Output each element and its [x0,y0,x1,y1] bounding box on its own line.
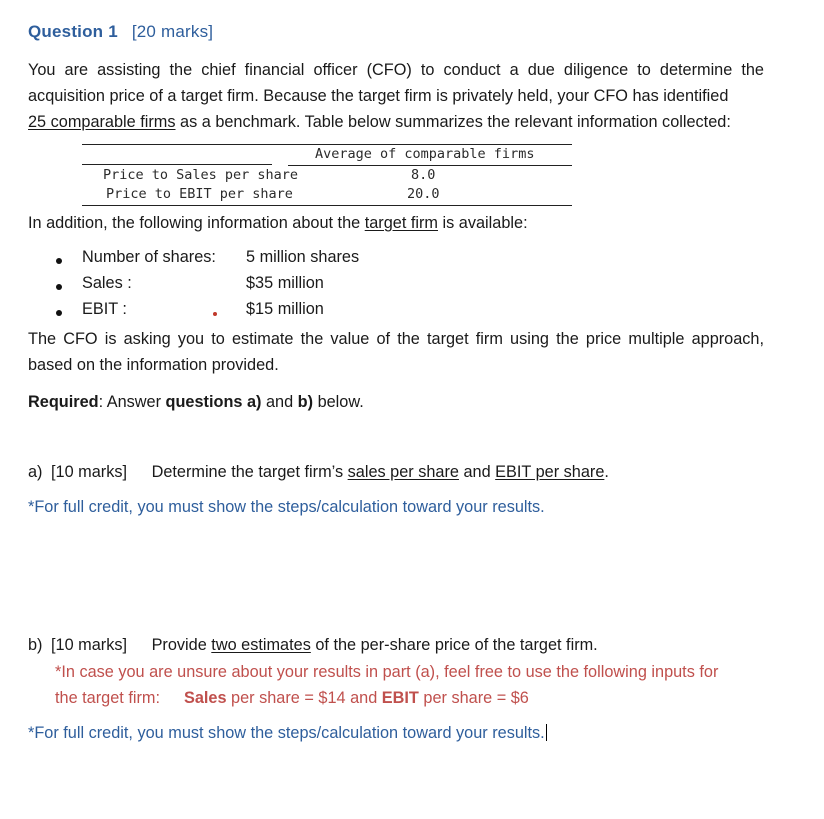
bullet-icon [56,310,62,316]
question-heading [28,22,213,42]
list-item-label: EBIT : [82,300,127,318]
hint-sales: Sales [183,689,227,707]
required-line [28,389,764,415]
hint-text: per share = $14 and [226,689,382,707]
question-marks: [20 marks] [131,22,214,41]
target-intro-text: In addition, the following information about the [28,214,365,232]
part-a-text: and [458,463,496,481]
table-row-label: Price to Sales per share [103,167,299,183]
table-bottom-rule [82,205,572,206]
intro-text: You are assisting the chief financial officer (CFO) to conduct a due diligence to determine the acquisition price of a target firm. Because the target firm is privately held, your CFO has identified [28,61,764,105]
required-text: : Answer [98,393,166,411]
list-item-value: $35 million [246,274,324,292]
hint-line: *In case you are unsure about your results in part (a), feel free to use the following inputs for [55,663,719,681]
list-item-label: Sales : [82,274,132,292]
two-estimates-link: two estimates [211,636,311,654]
part-a-note: *For full credit, you must show the steps/calculation toward your results. [28,498,545,516]
red-dot-icon [213,312,217,316]
question-title: Question 1 [28,22,118,41]
part-b-marks: [10 marks] [51,636,128,654]
table-row-value: 8.0 [411,167,436,183]
intro-paragraph [28,57,764,135]
bullet-icon [56,284,62,290]
table-row-label: Price to EBIT per share [106,186,293,202]
part-a-text: Determine the target firm’s [151,463,348,481]
part-b-label: b) [28,636,43,654]
hint-text: the target firm: [55,689,160,707]
part-a-text: . [604,463,609,481]
part-b-hint [55,659,767,711]
part-b-note[interactable] [28,720,764,746]
required-text: below. [313,393,364,411]
required-text: and [261,393,298,411]
required-label: Required [28,393,99,411]
target-intro-text-end: is available: [438,214,528,232]
list-item-value: $15 million [246,300,324,318]
intro-last-line [28,109,764,135]
list-item-label: Number of shares: [82,248,216,266]
hint-text: per share = $6 [418,689,529,707]
cfo-paragraph: The CFO is asking you to estimate the value of the target firm using the price multiple approach, based on the information provided. [28,330,764,374]
sales-per-share-link: sales per share [347,463,459,481]
part-a-marks: [10 marks] [51,463,128,481]
table-header-rule [288,165,572,166]
hint-inputs [55,685,767,711]
required-q-a: questions a) [165,393,262,411]
table-top-rule [82,144,572,145]
hint-ebit: EBIT [381,689,419,707]
part-a-label: a) [28,463,43,481]
comparable-firms-link: 25 comparable firms [28,113,176,131]
part-b-question [28,632,764,658]
intro-text-end: as a benchmark. Table below summarizes the relevant information collected: [175,113,731,131]
target-firm-link: target firm [364,214,438,232]
part-b-text: Provide [151,636,212,654]
part-b-note-text: *For full credit, you must show the steps/calculation toward your results. [28,724,545,742]
bullet-icon [56,258,62,264]
ebit-per-share-link: EBIT per share [495,463,605,481]
table-header: Average of comparable firms [315,146,535,162]
list-item-value: 5 million shares [246,248,360,266]
text-cursor [546,724,547,741]
table-row-value: 20.0 [407,186,440,202]
part-a-question [28,459,764,485]
required-q-b: b) [297,393,314,411]
part-b-text: of the per-share price of the target firm. [310,636,598,654]
target-intro [28,210,764,236]
table-left-under-rule [82,164,272,165]
